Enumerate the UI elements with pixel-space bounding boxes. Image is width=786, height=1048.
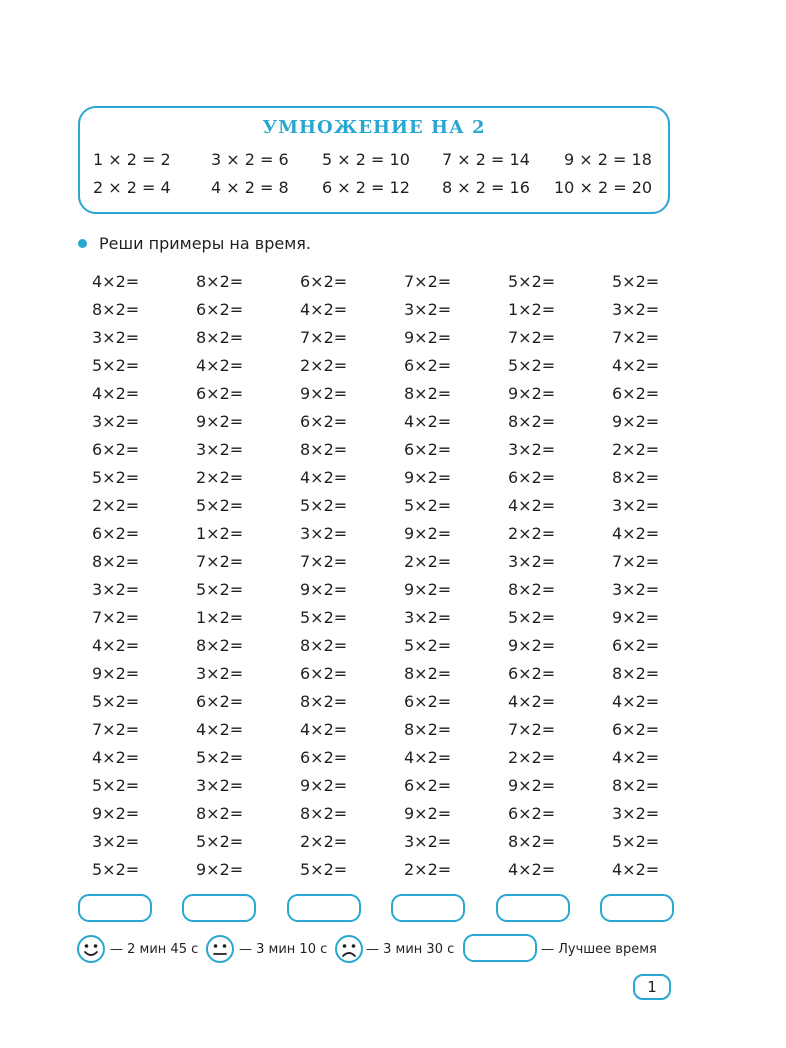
exercise-item: 9×2= <box>92 664 140 683</box>
exercise-item: 3×2= <box>612 580 660 599</box>
exercise-item: 8×2= <box>508 412 556 431</box>
exercise-item: 5×2= <box>508 356 556 375</box>
exercise-item: 3×2= <box>404 832 452 851</box>
exercise-item: 9×2= <box>404 468 452 487</box>
exercise-item: 7×2= <box>196 552 244 571</box>
reference-fact: 5 × 2 = 10 <box>322 150 410 169</box>
exercise-item: 4×2= <box>300 300 348 319</box>
exercise-item: 8×2= <box>612 468 660 487</box>
exercise-item: 3×2= <box>196 440 244 459</box>
exercise-item: 8×2= <box>300 804 348 823</box>
exercise-item: 3×2= <box>612 300 660 319</box>
answer-box-col-5[interactable] <box>496 894 570 922</box>
exercise-item: 4×2= <box>92 384 140 403</box>
exercise-item: 7×2= <box>300 552 348 571</box>
exercise-item: 3×2= <box>196 664 244 683</box>
exercise-item: 9×2= <box>508 384 556 403</box>
exercise-item: 8×2= <box>508 832 556 851</box>
neutral-face-icon <box>205 934 235 964</box>
exercise-item: 8×2= <box>92 552 140 571</box>
exercise-item: 2×2= <box>404 860 452 879</box>
exercise-item: 6×2= <box>508 804 556 823</box>
exercise-column-5 <box>508 268 588 884</box>
exercise-item: 5×2= <box>300 860 348 879</box>
legend-happy-text: — 2 мин 45 с <box>110 942 199 957</box>
exercise-item: 6×2= <box>404 692 452 711</box>
exercise-item: 5×2= <box>404 636 452 655</box>
sad-face-icon <box>334 934 364 964</box>
exercise-item: 9×2= <box>92 804 140 823</box>
exercise-item: 3×2= <box>612 804 660 823</box>
exercise-item: 5×2= <box>92 776 140 795</box>
exercise-column-4 <box>404 268 484 884</box>
exercise-item: 6×2= <box>196 692 244 711</box>
exercise-item: 6×2= <box>300 412 348 431</box>
exercise-item: 4×2= <box>508 860 556 879</box>
page-number: 1 <box>633 974 671 1000</box>
exercise-item: 4×2= <box>300 720 348 739</box>
reference-fact: 10 × 2 = 20 <box>554 178 653 197</box>
exercise-item: 5×2= <box>508 608 556 627</box>
exercise-item: 7×2= <box>404 272 452 291</box>
instruction-text: Реши примеры на время. <box>99 234 311 253</box>
exercise-item: 8×2= <box>196 328 244 347</box>
exercise-item: 1×2= <box>196 524 244 543</box>
exercise-item: 8×2= <box>196 804 244 823</box>
exercise-item: 2×2= <box>508 524 556 543</box>
exercise-item: 2×2= <box>300 832 348 851</box>
exercise-item: 8×2= <box>404 664 452 683</box>
exercise-item: 4×2= <box>612 524 660 543</box>
reference-fact: 7 × 2 = 14 <box>442 150 530 169</box>
exercise-item: 8×2= <box>196 272 244 291</box>
answer-box-col-3[interactable] <box>287 894 361 922</box>
exercise-item: 3×2= <box>612 496 660 515</box>
exercise-item: 6×2= <box>612 384 660 403</box>
legend-sad-text: — 3 мин 30 с <box>366 942 455 957</box>
reference-fact: 3 × 2 = 6 <box>211 150 289 169</box>
exercise-item: 9×2= <box>508 776 556 795</box>
exercise-item: 7×2= <box>508 328 556 347</box>
exercise-item: 7×2= <box>508 720 556 739</box>
exercise-item: 5×2= <box>92 860 140 879</box>
exercise-item: 6×2= <box>300 664 348 683</box>
exercise-item: 9×2= <box>508 636 556 655</box>
answer-box-col-2[interactable] <box>182 894 256 922</box>
exercise-item: 7×2= <box>612 328 660 347</box>
exercise-item: 8×2= <box>300 636 348 655</box>
exercise-item: 9×2= <box>612 608 660 627</box>
exercise-item: 7×2= <box>92 720 140 739</box>
exercise-item: 5×2= <box>196 748 244 767</box>
happy-face-icon <box>76 934 106 964</box>
exercise-item: 8×2= <box>404 720 452 739</box>
exercise-item: 4×2= <box>404 748 452 767</box>
exercise-item: 6×2= <box>612 720 660 739</box>
exercise-column-2 <box>196 268 276 884</box>
exercise-item: 3×2= <box>404 608 452 627</box>
exercise-item: 8×2= <box>404 384 452 403</box>
reference-fact: 2 × 2 = 4 <box>93 178 171 197</box>
legend-best-text: — Лучшее время <box>541 942 657 957</box>
exercise-item: 5×2= <box>300 496 348 515</box>
exercise-item: 3×2= <box>92 412 140 431</box>
exercise-item: 9×2= <box>404 580 452 599</box>
exercise-item: 7×2= <box>612 552 660 571</box>
best-time-box[interactable] <box>463 934 537 962</box>
exercise-item: 4×2= <box>196 720 244 739</box>
exercise-item: 3×2= <box>508 552 556 571</box>
exercise-column-1 <box>92 268 172 884</box>
exercise-item: 8×2= <box>300 440 348 459</box>
exercise-column-6 <box>612 268 692 884</box>
exercise-item: 5×2= <box>92 468 140 487</box>
exercise-item: 6×2= <box>404 440 452 459</box>
exercise-item: 5×2= <box>196 580 244 599</box>
exercise-item: 6×2= <box>508 664 556 683</box>
exercise-item: 5×2= <box>196 832 244 851</box>
exercise-item: 4×2= <box>612 748 660 767</box>
exercise-item: 5×2= <box>612 272 660 291</box>
exercise-item: 2×2= <box>404 552 452 571</box>
exercise-item: 4×2= <box>612 356 660 375</box>
exercise-item: 2×2= <box>612 440 660 459</box>
exercise-item: 6×2= <box>196 300 244 319</box>
exercise-item: 3×2= <box>92 328 140 347</box>
reference-row-2 <box>80 178 668 202</box>
exercise-item: 4×2= <box>92 748 140 767</box>
exercise-item: 9×2= <box>404 524 452 543</box>
exercise-item: 4×2= <box>300 468 348 487</box>
exercise-item: 7×2= <box>300 328 348 347</box>
exercise-item: 5×2= <box>612 832 660 851</box>
exercise-item: 9×2= <box>196 412 244 431</box>
exercise-item: 2×2= <box>300 356 348 375</box>
exercise-item: 4×2= <box>508 692 556 711</box>
exercise-column-3 <box>300 268 380 884</box>
exercise-item: 2×2= <box>196 468 244 487</box>
reference-row-1 <box>80 150 668 174</box>
answer-box-col-4[interactable] <box>391 894 465 922</box>
exercise-item: 5×2= <box>508 272 556 291</box>
reference-fact: 6 × 2 = 12 <box>322 178 410 197</box>
reference-title: УМНОЖЕНИЕ НА 2 <box>262 117 486 138</box>
exercise-item: 6×2= <box>404 776 452 795</box>
exercise-item: 5×2= <box>300 608 348 627</box>
exercise-item: 2×2= <box>92 496 140 515</box>
exercise-item: 6×2= <box>508 468 556 487</box>
exercise-item: 3×2= <box>300 524 348 543</box>
exercise-item: 9×2= <box>300 776 348 795</box>
exercise-item: 3×2= <box>196 776 244 795</box>
exercise-item: 6×2= <box>300 272 348 291</box>
answer-box-col-1[interactable] <box>78 894 152 922</box>
exercise-item: 6×2= <box>92 524 140 543</box>
exercise-item: 6×2= <box>300 748 348 767</box>
exercise-item: 4×2= <box>612 860 660 879</box>
exercise-item: 7×2= <box>92 608 140 627</box>
exercise-item: 9×2= <box>300 580 348 599</box>
exercise-item: 1×2= <box>196 608 244 627</box>
exercise-item: 8×2= <box>196 636 244 655</box>
exercise-item: 9×2= <box>404 804 452 823</box>
exercise-item: 6×2= <box>196 384 244 403</box>
exercise-item: 4×2= <box>612 692 660 711</box>
exercise-item: 3×2= <box>92 832 140 851</box>
instruction <box>78 232 311 256</box>
exercise-item: 8×2= <box>612 664 660 683</box>
exercise-item: 3×2= <box>508 440 556 459</box>
exercise-item: 3×2= <box>404 300 452 319</box>
exercise-item: 4×2= <box>196 356 244 375</box>
reference-fact: 4 × 2 = 8 <box>211 178 289 197</box>
exercise-item: 5×2= <box>196 496 244 515</box>
reference-fact: 1 × 2 = 2 <box>93 150 171 169</box>
exercise-item: 3×2= <box>92 580 140 599</box>
exercise-item: 8×2= <box>300 692 348 711</box>
exercise-item: 4×2= <box>508 496 556 515</box>
exercise-item: 6×2= <box>612 636 660 655</box>
exercise-item: 6×2= <box>92 440 140 459</box>
exercise-item: 8×2= <box>612 776 660 795</box>
exercise-item: 9×2= <box>404 328 452 347</box>
exercise-item: 9×2= <box>612 412 660 431</box>
answer-box-col-6[interactable] <box>600 894 674 922</box>
exercise-item: 6×2= <box>404 356 452 375</box>
exercise-item: 4×2= <box>404 412 452 431</box>
exercise-item: 9×2= <box>300 384 348 403</box>
reference-fact: 8 × 2 = 16 <box>442 178 530 197</box>
bullet-icon <box>78 239 87 248</box>
exercise-item: 5×2= <box>404 496 452 515</box>
reference-table <box>78 106 670 214</box>
legend-neutral-text: — 3 мин 10 с <box>239 942 328 957</box>
exercise-item: 4×2= <box>92 636 140 655</box>
exercise-item: 8×2= <box>508 580 556 599</box>
exercise-item: 5×2= <box>92 692 140 711</box>
exercise-item: 2×2= <box>508 748 556 767</box>
exercise-item: 1×2= <box>508 300 556 319</box>
exercise-item: 8×2= <box>92 300 140 319</box>
exercise-item: 4×2= <box>92 272 140 291</box>
exercise-item: 5×2= <box>92 356 140 375</box>
reference-fact: 9 × 2 = 18 <box>564 150 652 169</box>
exercise-item: 9×2= <box>196 860 244 879</box>
